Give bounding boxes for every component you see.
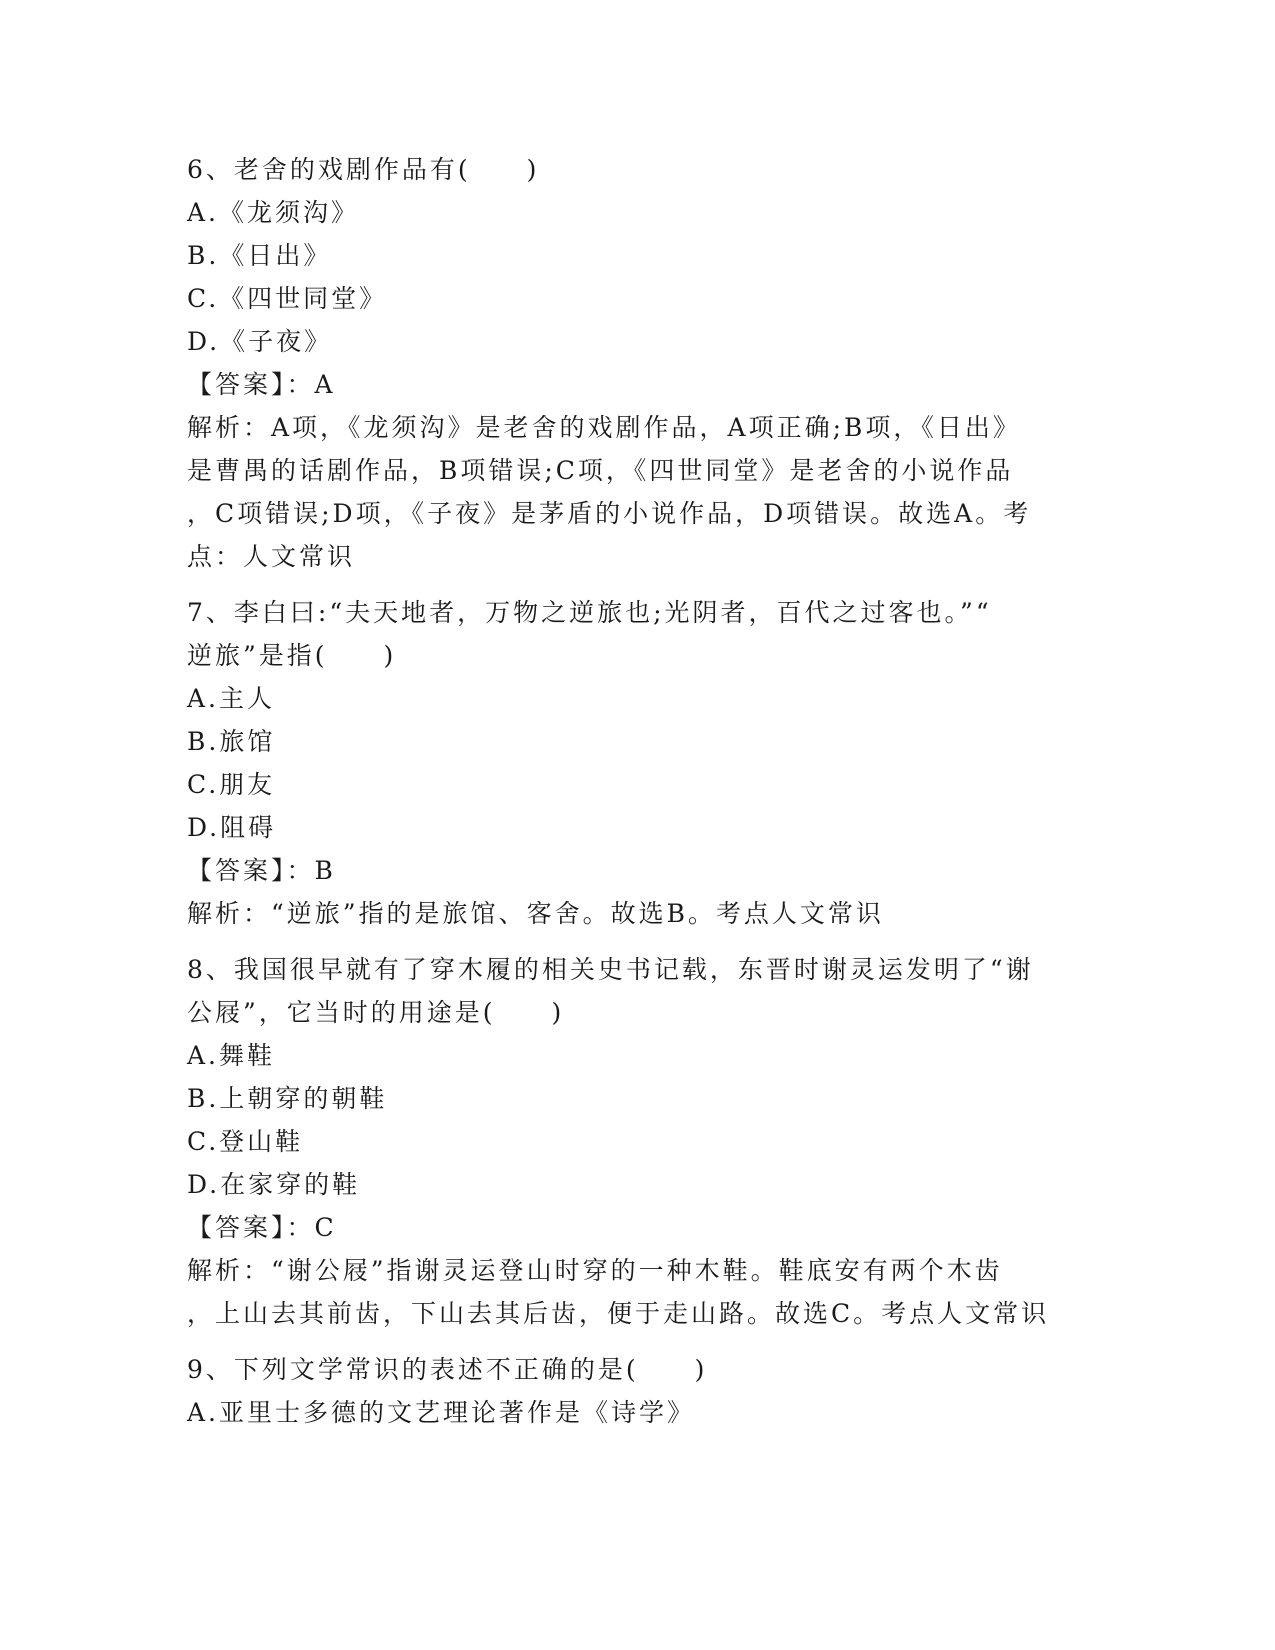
analysis-line: 解析：A项，《龙须沟》是老舍的戏剧作品，A项正确;B项，《日出》 [187, 413, 1021, 442]
answer-line: 【答案】：B [187, 856, 336, 885]
answer-line: 【答案】：C [187, 1213, 337, 1242]
analysis-line: 解析：“谢公屐”指谢灵运登山时穿的一种木鞋。鞋底安有两个木齿 [187, 1256, 1003, 1285]
question-9 [187, 1348, 1077, 1434]
option-d: D.阻碍 [187, 813, 277, 842]
question-7 [187, 591, 1077, 935]
analysis-line: ，C项错误;D项，《子夜》是茅盾的小说作品，D项错误。故选A。考 [187, 499, 1032, 528]
answer-line: 【答案】：A [187, 370, 336, 399]
option-c: C.登山鞋 [187, 1127, 304, 1156]
question-8 [187, 948, 1077, 1335]
option-c: C.朋友 [187, 770, 276, 799]
question-stem: 逆旅”是指( ) [187, 641, 397, 670]
option-b: B.《日出》 [187, 241, 332, 270]
option-d: D.《子夜》 [187, 327, 333, 356]
option-c: C.《四世同堂》 [187, 284, 388, 313]
option-b: B.旅馆 [187, 727, 276, 756]
analysis-line: 是曹禺的话剧作品，B项错误;C项，《四世同堂》是老舍的小说作品 [187, 456, 1014, 485]
option-a: A.《龙须沟》 [187, 198, 360, 227]
question-stem: 9、下列文学常识的表述不正确的是( ) [187, 1355, 708, 1384]
option-b: B.上朝穿的朝鞋 [187, 1084, 388, 1113]
analysis-line: ，上山去其前齿，下山去其后齿，便于走山路。故选C。考点人文常识 [187, 1299, 1050, 1328]
question-stem: 7、李白曰:“夫天地者，万物之逆旅也;光阴者，百代之过客也。”“ [187, 598, 992, 627]
question-stem: 公屐”，它当时的用途是( ) [187, 998, 565, 1027]
option-d: D.在家穿的鞋 [187, 1170, 361, 1199]
option-a: A.主人 [187, 684, 276, 713]
question-stem: 6、老舍的戏剧作品有( ) [187, 155, 540, 184]
page-content [187, 148, 1077, 1447]
question-stem: 8、我国很早就有了穿木履的相关史书记载，东晋时谢灵运发明了“谢 [187, 955, 1034, 984]
option-a: A.亚里士多德的文艺理论著作是《诗学》 [187, 1398, 696, 1427]
option-a: A.舞鞋 [187, 1041, 276, 1070]
question-6 [187, 148, 1077, 578]
analysis-line: 解析：“逆旅”指的是旅馆、客舍。故选B。考点人文常识 [187, 899, 884, 928]
analysis-line: 点：人文常识 [187, 542, 356, 571]
